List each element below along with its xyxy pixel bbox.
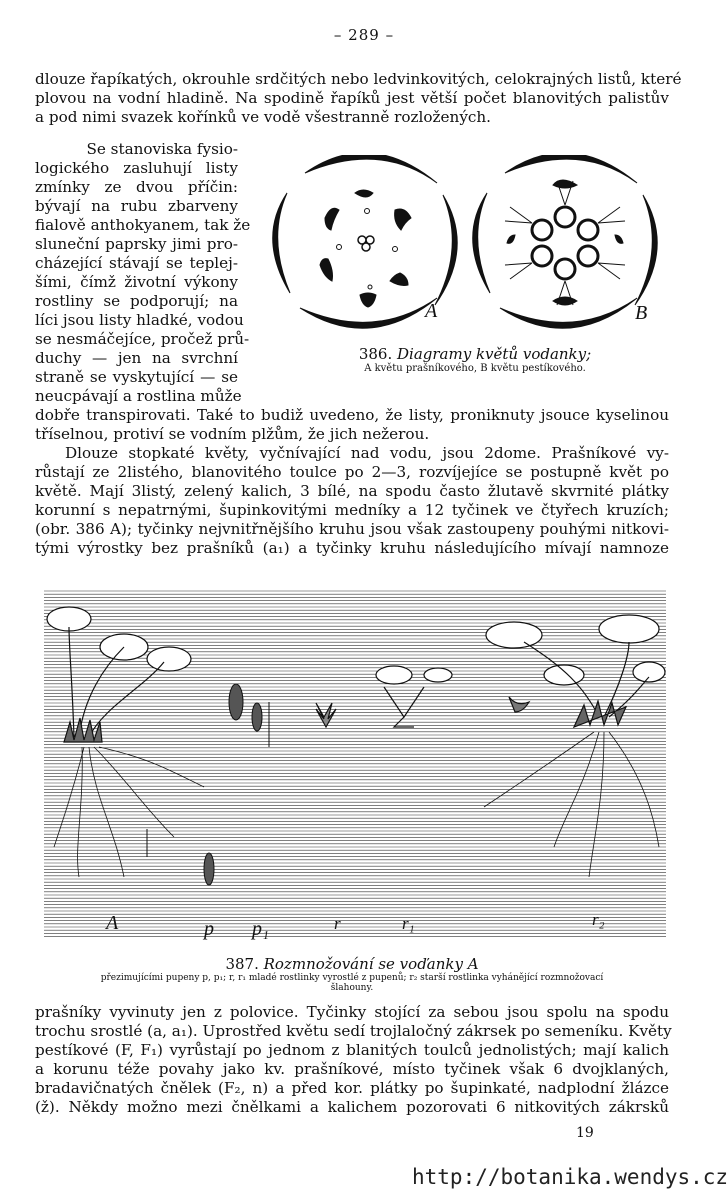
figure-386-diagrams — [265, 155, 670, 330]
text-line: sluneční paprsky jimi pro- — [35, 235, 238, 253]
diagram-b-label: B — [635, 302, 648, 324]
text-line: a pod nimi svazek kořínků ve vodě všestranně rozložených. — [35, 108, 492, 126]
figure-title: Diagramy květů vodanky; — [397, 345, 592, 363]
paragraph-intro — [35, 70, 682, 127]
figure-387-illustration — [44, 587, 666, 945]
text-line: dlouze řapíkatých, okrouhle srdčitých nebo ledvinkovitých, celokrajných listů, které — [35, 70, 682, 88]
turions-p — [147, 684, 269, 885]
plant-left — [47, 607, 204, 877]
text-line: straně se vyskytující — se — [35, 368, 238, 386]
text-line: (obr. 386 A); tyčinky nejvnitřnějšího kruhu jsou však zastoupeny pouhými nitkovi- — [35, 520, 669, 538]
text-line: dobře transpirovati. Také to budiž uvedeno, že listy, proniknuty jsouce kyselinou — [35, 406, 669, 424]
text-line: logického zasluhují listy — [35, 159, 238, 177]
paragraph-physiology-end — [35, 406, 669, 444]
paragraph-physiology — [35, 140, 251, 406]
text-line: (ž). Někdy možno mezi čnělkami a kalichem pozorovati 6 nitkovitých zákrsků — [35, 1098, 669, 1116]
text-line: líci jsou listy hladké, vodou — [35, 311, 244, 329]
figure-subtitle: A květu prašníkového, B květu pestíkového. — [364, 363, 586, 374]
label-a: A — [106, 912, 119, 934]
signature-mark: 19 — [576, 1125, 594, 1141]
diagram-a-label: A — [425, 300, 438, 322]
figure-title: Rozmnožování se voďanky A — [263, 955, 479, 973]
text-line: prašníky vyvinuty jen z polovice. Tyčinky stojící za sebou jsou spolu na spodu — [35, 1003, 669, 1021]
text-line: se nesmáčejíce, pročež prů- — [35, 330, 250, 348]
text-line: tými výrostky bez prašníků (a₁) a tyčinky kruhu následujícího mívají namnoze — [35, 539, 669, 557]
text-line: korunní s nepatrnými, šupinkovitými medníky a 12 tyčinek ve čtyřech kruzích; — [35, 501, 669, 519]
label-r2: r₂ — [592, 910, 605, 929]
text-line: pestíkové (F, F₁) vyrůstají po jednom z blanitých toulců jednolistých; mají kalich — [35, 1041, 669, 1059]
text-line: trochu srostlé (a, a₁). Uprostřed květu sedí trojlaločný zákrsek po semeníku. Květy — [35, 1022, 672, 1040]
label-r: r — [334, 914, 341, 933]
figure-number: 387. — [225, 955, 259, 973]
text-line: rostliny se podporují; na — [35, 292, 238, 310]
text-line: plovou na vodní hladině. Na spodině řapíků jest větší počet blanovitých palistův — [35, 89, 669, 107]
figure-number: 386. — [358, 345, 393, 363]
text-line: fialově anthokyanem, tak že — [35, 216, 251, 234]
label-p1: p₁ — [252, 918, 269, 940]
text-line: duchy — jen na svrchní — [35, 349, 238, 367]
plant-r — [316, 703, 336, 727]
text-line: květě. Mají 3listý, zelený kalich, 3 bílé, na spodu často žlutavě skvrnité plátky — [35, 482, 669, 500]
figure-387-caption — [35, 955, 669, 993]
figure-386-caption — [300, 345, 650, 374]
text-line: cházející stávají se teplej- — [35, 254, 238, 272]
page-number: – 289 – — [333, 26, 395, 44]
paragraph-stamens — [35, 1003, 672, 1117]
figure-subtitle: šlahouny. — [330, 983, 374, 993]
text-line: a korunu téže povahy jako kv. prašníkové, místo tyčinek však 6 dvojklaných, — [35, 1060, 669, 1078]
text-line: Dlouze stopkaté květy, vyčnívající nad vodu, jsou 2dome. Prašníkové vy- — [65, 444, 669, 462]
label-p: p — [204, 918, 214, 940]
text-line: Se stanoviska fysio- — [86, 140, 238, 158]
text-line: bradavičnatých čnělek (F₂, n) a před kor. plátky po šupinkaté, nadplodní žlázce — [35, 1079, 669, 1097]
figure-subtitle: přezimujícími pupeny p, p₁; r, r₁ mladé rostlinky vyrostlé z pupenů; r₂ starší rostlinka vyhánějící rozmnožovací — [100, 973, 604, 983]
text-line: tříselnou, protiví se vodním plžům, že jich nežerou. — [35, 425, 430, 443]
plant-r2 — [484, 615, 665, 877]
diagram-b-pistillate — [473, 155, 658, 328]
label-r1: r₁ — [402, 914, 415, 933]
text-line: bývají na rubu zbarveny — [35, 197, 238, 215]
text-line: šími, čímž životní výkony — [35, 273, 238, 291]
text-line: zmínky ze dvou příčin: — [35, 178, 238, 196]
text-line: růstají ze 2listého, blanovitého toulce po 2—3, rozvíjejíce se postupně květ po — [35, 463, 669, 481]
footer-url[interactable]: http://botanika.wendys.cz — [412, 1165, 728, 1189]
text-line: neucpávají a rostlina může — [35, 387, 242, 405]
paragraph-flowers — [35, 444, 669, 558]
